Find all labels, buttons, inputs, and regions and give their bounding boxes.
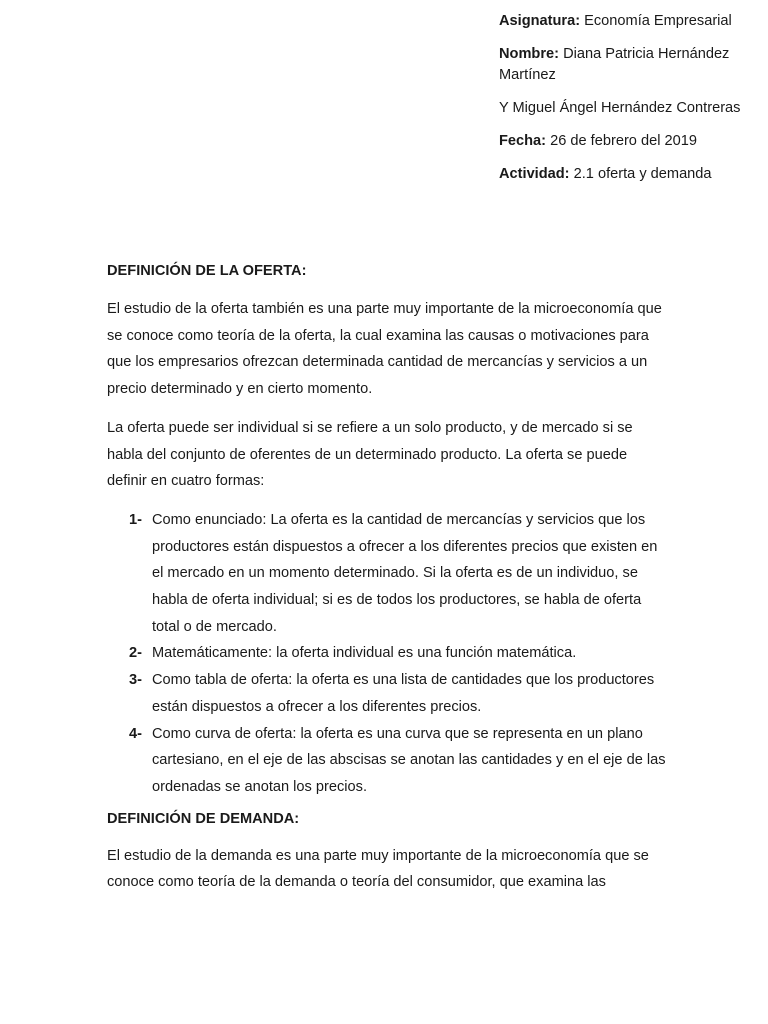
oferta-forms-list [107, 507, 667, 801]
oferta-paragraph-1: El estudio de la oferta también es una parte muy importante de la microeconomía que se conoce como teoría de la oferta, la cual examina las causas o motivaciones para que los empresarios ofrezcan determinada cantidad de mercancías y servicios a un precio determinado y en cierto momento. [107, 301, 662, 398]
nombre-value: Diana Patricia Hernández Martínez [499, 46, 730, 83]
list-item-number: 2- [129, 645, 142, 662]
list-item [129, 640, 667, 667]
document-body [107, 261, 667, 896]
oferta-paragraph-2: La oferta puede ser individual si se refiere a un solo producto, y de mercado si se habla del conjunto de oferentes de un determinado producto. La oferta se puede definir en cuatro formas: [107, 419, 633, 490]
list-item-text: Como enunciado: La oferta es la cantidad de mercancías y servicios que los productores están dispuestos a ofrecer a los diferentes precios que existen en el mercado en un momento determinado. Si la oferta es de un individuo, se habla de oferta individual; si es de todos los productores, se habla de oferta total o de mercado. [152, 511, 658, 635]
actividad-value: 2.1 oferta y demanda [573, 166, 712, 182]
demanda-heading: DEFINICIÓN DE DEMANDA: [107, 810, 300, 827]
nombre-line [499, 44, 761, 86]
list-item [129, 507, 667, 641]
list-item-number: 1- [129, 511, 142, 528]
list-item [129, 667, 667, 720]
actividad-label: Actividad: [499, 166, 570, 182]
actividad-line [499, 164, 761, 185]
fecha-line [499, 131, 761, 152]
asignatura-line [499, 11, 761, 32]
nombre-extra-line: Y Miguel Ángel Hernández Contreras [499, 100, 741, 116]
demanda-paragraph-1: El estudio de la demanda es una parte muy importante de la microeconomía que se conoce como teoría de la demanda o teoría del consumidor, que examina las [107, 847, 649, 891]
fecha-label: Fecha: [499, 133, 547, 149]
list-item-text: Matemáticamente: la oferta individual es una función matemática. [152, 645, 577, 662]
list-item-number: 4- [129, 725, 142, 742]
list-item-text: Como curva de oferta: la oferta es una curva que se representa en un plano cartesiano, en el eje de las abscisas se anotan las cantidades y en el eje de las ordenadas se anotan los precios. [152, 725, 666, 795]
list-item [129, 721, 667, 801]
nombre-label: Nombre: [499, 46, 559, 62]
asignatura-label: Asignatura: [499, 13, 581, 29]
fecha-value: 26 de febrero del 2019 [550, 133, 697, 149]
document-header [499, 11, 761, 197]
asignatura-value: Economía Empresarial [584, 13, 732, 29]
list-item-text: Como tabla de oferta: la oferta es una lista de cantidades que los productores están dispuestos a ofrecer a los diferentes precios. [152, 672, 655, 715]
oferta-heading: DEFINICIÓN DE LA OFERTA: [107, 263, 307, 279]
list-item-number: 3- [129, 672, 142, 689]
